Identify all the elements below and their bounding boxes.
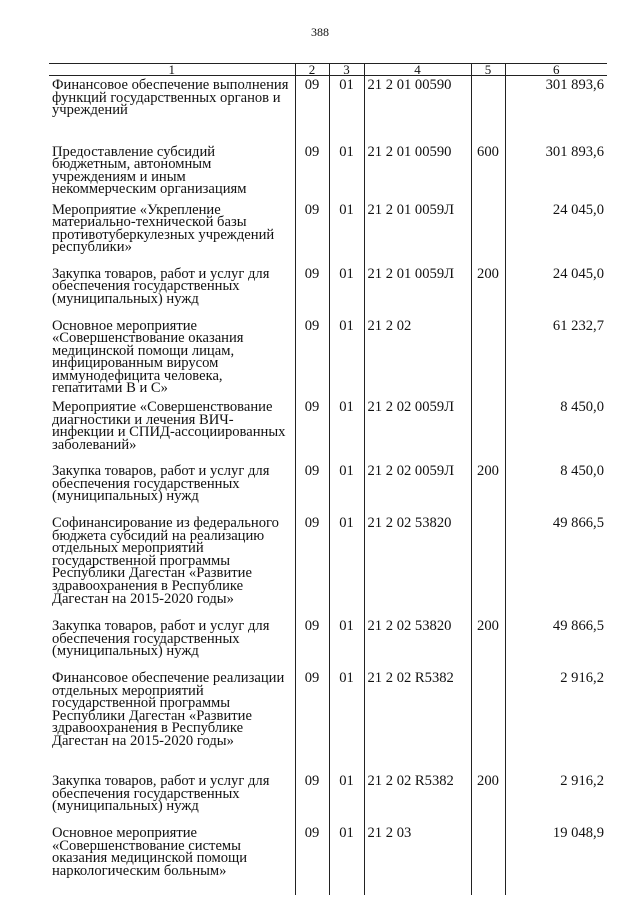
row-amount: 8 450,0 (505, 395, 607, 459)
row-section: 09 (295, 76, 329, 140)
column-header-section: 2 (295, 64, 329, 76)
row-subsection: 01 (329, 314, 364, 396)
row-section: 09 (295, 769, 329, 821)
table-row (49, 395, 607, 459)
row-target: 21 2 02 53820 (364, 614, 471, 666)
row-name: Основное мероприятие «Совершенствование оказания медицинской помощи лицам, инфицированным вирусом иммунодефицита человека, гепатитами В и С» (52, 317, 244, 397)
row-expense (471, 821, 505, 895)
row-expense (471, 666, 505, 769)
row-subsection: 01 (329, 140, 364, 198)
row-name: Мероприятие «Совершенствование диагностики и лечения ВИЧ-инфекции и СПИД-ассоциированных заболеваний» (52, 399, 286, 453)
row-section: 09 (295, 198, 329, 262)
row-subsection: 01 (329, 262, 364, 314)
row-target: 21 2 02 53820 (364, 511, 471, 614)
row-amount: 8 450,0 (505, 459, 607, 511)
column-header-expense: 5 (471, 64, 505, 76)
row-subsection: 01 (329, 821, 364, 895)
row-section: 09 (295, 614, 329, 666)
row-target: 21 2 02 R5382 (364, 769, 471, 821)
table-row (49, 666, 607, 769)
row-amount: 24 045,0 (505, 198, 607, 262)
row-name: Закупка товаров, работ и услуг для обеспечения государственных (муниципальных) нужд (52, 618, 270, 660)
row-amount: 2 916,2 (505, 769, 607, 821)
row-subsection: 01 (329, 666, 364, 769)
table-row (49, 614, 607, 666)
row-subsection: 01 (329, 198, 364, 262)
row-expense: 200 (471, 769, 505, 821)
row-amount: 19 048,9 (505, 821, 607, 895)
row-name: Закупка товаров, работ и услуг для обеспечения государственных (муниципальных) нужд (52, 265, 270, 307)
row-amount: 301 893,6 (505, 76, 607, 140)
table-row (49, 140, 607, 198)
row-target: 21 2 02 0059Л (364, 395, 471, 459)
row-name: Финансовое обеспечение реализации отдельных мероприятий государственной программы Республики Дагестан «Развитие здравоохранения в Республике Дагестан на 2015-2020 годы» (52, 670, 285, 750)
header-row (49, 64, 607, 76)
page-number: 388 (311, 25, 329, 39)
table-row (49, 769, 607, 821)
row-section: 09 (295, 314, 329, 396)
row-expense: 200 (471, 614, 505, 666)
row-subsection: 01 (329, 395, 364, 459)
row-amount: 49 866,5 (505, 511, 607, 614)
table-row (49, 511, 607, 614)
column-header-subsection: 3 (329, 64, 364, 76)
column-header-amount: 6 (505, 64, 607, 76)
table-row (49, 262, 607, 314)
row-expense (471, 395, 505, 459)
row-target: 21 2 02 (364, 314, 471, 396)
table-row (49, 198, 607, 262)
row-target: 21 2 01 00590 (364, 76, 471, 140)
table-row (49, 821, 607, 895)
row-section: 09 (295, 511, 329, 614)
budget-table (49, 63, 607, 895)
row-subsection: 01 (329, 769, 364, 821)
row-expense (471, 198, 505, 262)
row-expense (471, 314, 505, 396)
row-target: 21 2 02 0059Л (364, 459, 471, 511)
row-subsection: 01 (329, 76, 364, 140)
row-amount: 24 045,0 (505, 262, 607, 314)
row-expense: 200 (471, 262, 505, 314)
column-header-target: 4 (364, 64, 471, 76)
row-expense (471, 76, 505, 140)
row-amount: 49 866,5 (505, 614, 607, 666)
row-expense: 600 (471, 140, 505, 198)
row-section: 09 (295, 140, 329, 198)
row-name: Закупка товаров, работ и услуг для обеспечения государственных (муниципальных) нужд (52, 463, 270, 505)
table-header (49, 64, 607, 76)
row-name: Софинансирование из федерального бюджета субсидий на реализацию отдельных мероприятий государственной программы Республики Дагестан «Развитие здравоохранения в Республике Дагестан на 2015-2020 годы» (52, 515, 279, 607)
row-expense: 200 (471, 459, 505, 511)
row-name: Предоставление субсидий бюджетным, автономным учреждениям и иным некоммерческим организациям (52, 143, 247, 198)
row-amount: 61 232,7 (505, 314, 607, 396)
row-expense (471, 511, 505, 614)
row-name: Финансовое обеспечение выполнения функций государственных органов и учреждений (52, 77, 289, 119)
table-body (49, 76, 607, 896)
row-subsection: 01 (329, 459, 364, 511)
table-row (49, 314, 607, 396)
row-section: 09 (295, 395, 329, 459)
row-subsection: 01 (329, 614, 364, 666)
row-name: Мероприятие «Укрепление материально-технической базы противотуберкулезных учреждений республики» (52, 201, 275, 256)
column-header-name: 1 (49, 64, 295, 76)
row-target: 21 2 01 0059Л (364, 262, 471, 314)
row-amount: 2 916,2 (505, 666, 607, 769)
row-subsection: 01 (329, 511, 364, 614)
table-row (49, 459, 607, 511)
row-target: 21 2 03 (364, 821, 471, 895)
row-name: Закупка товаров, работ и услуг для обеспечения государственных (муниципальных) нужд (52, 773, 270, 815)
row-target: 21 2 01 00590 (364, 140, 471, 198)
row-target: 21 2 02 R5382 (364, 666, 471, 769)
row-section: 09 (295, 821, 329, 895)
row-target: 21 2 01 0059Л (364, 198, 471, 262)
row-name: Основное мероприятие «Совершенствование системы оказания медицинской помощи наркологическим больным» (52, 825, 248, 879)
row-section: 09 (295, 262, 329, 314)
table-row (49, 76, 607, 140)
row-amount: 301 893,6 (505, 140, 607, 198)
row-section: 09 (295, 459, 329, 511)
row-section: 09 (295, 666, 329, 769)
